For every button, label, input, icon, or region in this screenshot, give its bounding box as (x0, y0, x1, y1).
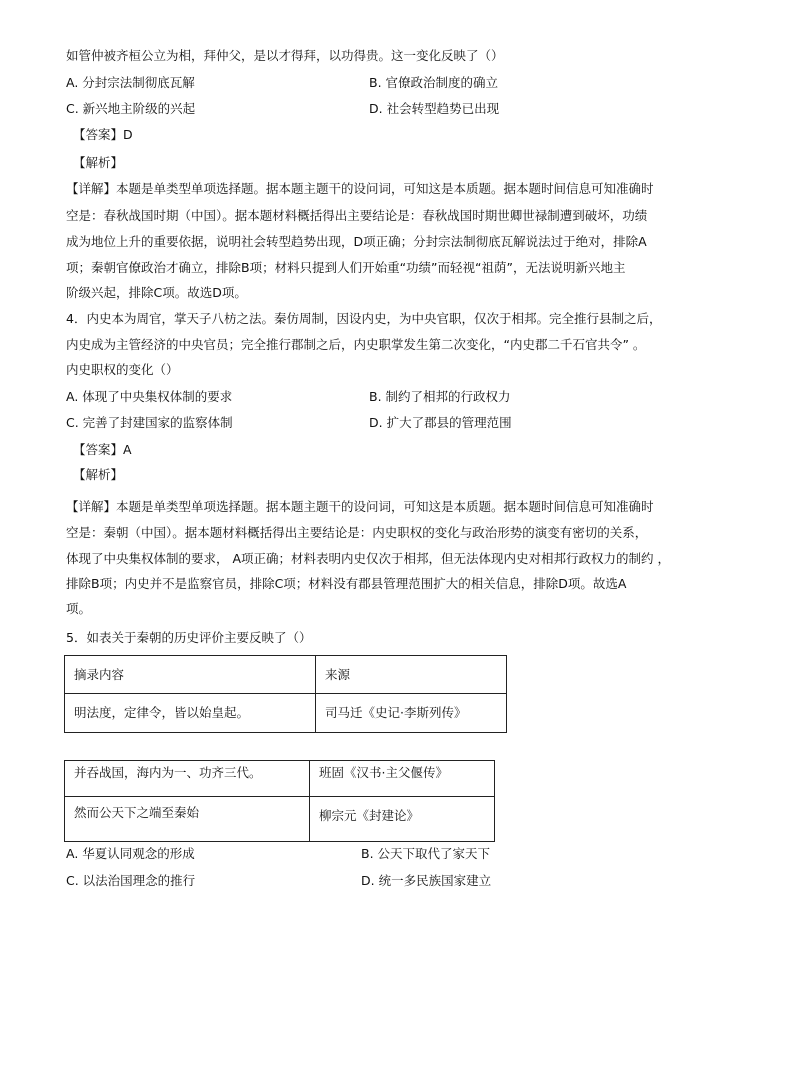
q4-detail-line: 【详解】本题是单类型单项选择题。据本题主题干的设问词，可知这是本质题。据本题时间信息可知准确时 (66, 499, 654, 514)
q4-detail-line: 排除B项；内史并不是监察官员，排除C项；材料没有郡县管理范围扩大的相关信息，排除D项。故选A (66, 576, 627, 591)
table-header-cell: 摘录内容 (65, 656, 316, 694)
table-cell: 柳宗元《封建论》 (310, 797, 495, 842)
q4-stem-line: 内史职权的变化（） (66, 362, 179, 377)
table-header-row (65, 656, 507, 694)
q4-option-b[interactable]: B. 制约了相邦的行政权力 (369, 389, 511, 404)
q3-option-a[interactable]: A. 分封宗法制彻底瓦解 (66, 75, 195, 90)
q5-table-2 (64, 760, 495, 842)
q3-detail-line: 成为地位上升的重要依据，说明社会转型趋势出现，D项正确；分封宗法制彻底瓦解说法过于绝对，排除A (66, 234, 647, 249)
q4-analysis-label: 【解析】 (73, 467, 124, 482)
table-cell: 并吞战国，海内为一、功齐三代。 (65, 761, 310, 797)
q5-option-b[interactable]: B. 公天下取代了家天下 (361, 846, 491, 861)
q4-answer: 【答案】A (73, 442, 132, 457)
q3-analysis-label: 【解析】 (73, 155, 124, 170)
table-row (65, 761, 495, 797)
q5-stem: 5．如表关于秦朝的历史评价主要反映了（） (66, 630, 312, 645)
q3-option-b[interactable]: B. 官僚政治制度的确立 (369, 75, 499, 90)
table-cell: 司马迁《史记·李斯列传》 (316, 694, 507, 733)
q5-option-d[interactable]: D. 统一多民族国家建立 (361, 873, 492, 888)
table-cell: 然而公天下之端至秦始 (65, 797, 310, 842)
table-row (65, 797, 495, 842)
q4-option-d[interactable]: D. 扩大了郡县的管理范围 (369, 415, 512, 430)
q3-option-c[interactable]: C. 新兴地主阶级的兴起 (66, 101, 196, 116)
q3-detail-line: 项；秦朝官僚政治才确立，排除B项；材料只提到人们开始重“功绩”而轻视“祖荫”，无法说明新兴地主 (66, 260, 626, 275)
table-cell: 明法度，定律令，皆以始皇起。 (65, 694, 316, 733)
q3-detail-line: 阶级兴起，排除C项。故选D项。 (66, 285, 247, 300)
table-header-cell: 来源 (316, 656, 507, 694)
q4-stem-line: 内史成为主管经济的中央官员；完全推行郡制之后，内史职掌发生第二次变化，“内史郡二千石官共令” 。 (66, 337, 646, 352)
q4-detail-line: 项。 (66, 601, 92, 616)
q4-detail-line: 体现了中央集权体制的要求， A项正确；材料表明内史仅次于相邦，但无法体现内史对相邦行政权力的制约 ， (66, 551, 670, 566)
q3-detail-line: 空是：春秋战国时期（中国）。据本题材料概括得出主要结论是：春秋战国时期世卿世禄制遭到破坏，功绩 (66, 208, 648, 223)
table-row (65, 694, 507, 733)
q4-stem-line: 4．内史本为周官，掌天子八枋之法。秦仿周制，因设内史，为中央官职，仅次于相邦。完全推行县制之后， (66, 311, 662, 326)
q5-option-a[interactable]: A. 华夏认同观念的形成 (66, 846, 195, 861)
q5-option-c[interactable]: C. 以法治国理念的推行 (66, 873, 196, 888)
q3-detail-line: 【详解】本题是单类型单项选择题。据本题主题干的设问词，可知这是本质题。据本题时间信息可知准确时 (66, 181, 654, 196)
table-cell: 班固《汉书·主父偃传》 (310, 761, 495, 797)
q3-answer: 【答案】D (73, 127, 133, 142)
q5-table-1 (64, 655, 507, 733)
q4-detail-line: 空是：秦朝（中国）。据本题材料概括得出主要结论是：内史职权的变化与政治形势的演变有密切的关系， (66, 525, 648, 540)
q4-option-a[interactable]: A. 体现了中央集权体制的要求 (66, 389, 233, 404)
q3-stem: 如管仲被齐桓公立为相，拜仲父，是以才得拜，以功得贵。这一变化反映了（） (66, 48, 504, 63)
q4-option-c[interactable]: C. 完善了封建国家的监察体制 (66, 415, 233, 430)
q3-option-d[interactable]: D. 社会转型趋势已出现 (369, 101, 500, 116)
